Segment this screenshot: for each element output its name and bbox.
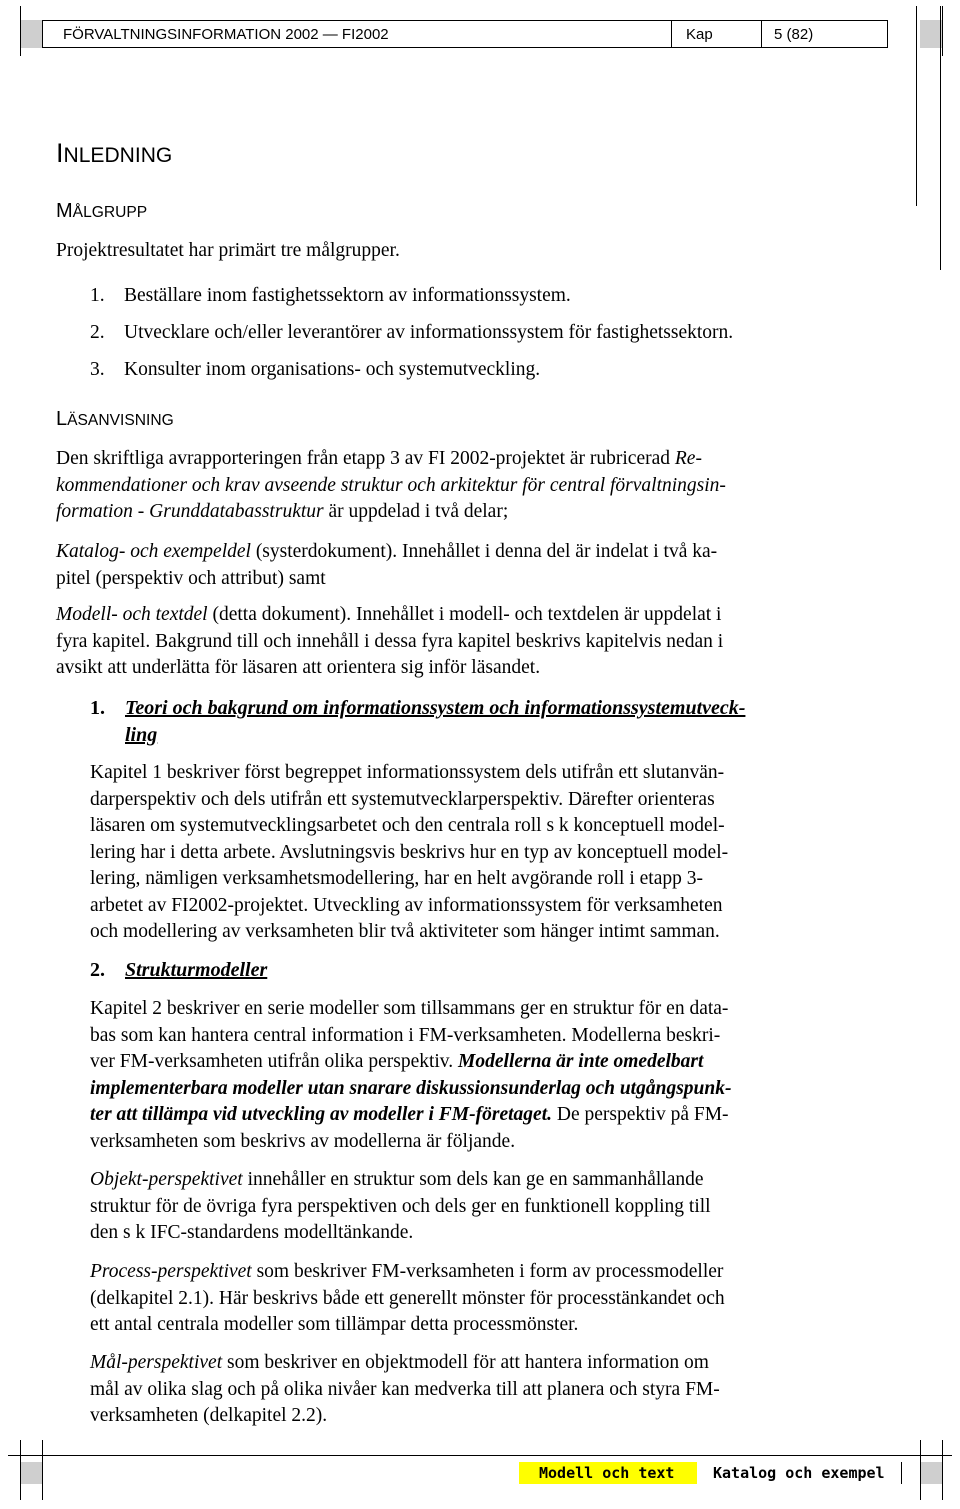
paragraph-line: mål av olika slag och på olika nivåer kan medverka till att planera och styra FM- [90,1378,720,1400]
paragraph-line [56,446,726,473]
list-item-number: 3. [90,359,105,380]
header-title-text: FÖRVALTNINGSINFORMATION 2002 — FI2002 [63,25,389,43]
text-span: (detta dokument). Innehållet i modell- och textdelen är uppdelat i [207,604,722,625]
header-right-bracket [916,6,917,206]
paragraph-line: och modellering av verksamheten blir två aktiviteter som hänger intimt samman. [90,921,720,942]
list-item-text: Beställare inom fastighetssektorn av informationssystem. [124,285,571,306]
paragraph-line [90,1350,720,1377]
paragraph-line: Kapitel 1 beskriver först begreppet informationssystem dels utifrån ett slutanvän- [90,762,725,783]
paragraph-line: verksamheten som beskrivs av modellerna är följande. [90,1130,516,1152]
chapter-1-heading-line [90,695,745,722]
chapter-1-body [90,760,728,946]
paragraph-line: pitel (perspektiv och attribut) samt [56,567,326,589]
chapter-1-heading-line [90,722,745,749]
list-item [90,351,733,388]
list-item [90,314,733,351]
paragraph-line: implementerbara modeller utan snarare diskussionsunderlag och utgångspunk- [90,1077,732,1099]
header-kap-text: Kap [686,25,713,43]
italic-span: Katalog- och exempeldel [56,541,251,562]
page-title [56,138,172,169]
paragraph-line [90,1167,711,1194]
header-page-number [762,20,888,48]
paragraph-line: verksamheten (delkapitel 2.2). [90,1405,328,1426]
header-kap [672,20,762,48]
malgrupp-list [90,277,733,388]
italic-span: Mål-perspektivet [90,1352,223,1373]
chapter-2-heading [90,957,267,984]
footer-tab-katalog-och-exempel[interactable] [697,1462,902,1484]
header-left-tick [20,6,21,56]
paragraph-line: Kapitel 2 beskriver en serie modeller som tillsammans ger en struktur för en data- [90,998,729,1019]
chapter-number: 2. [90,959,105,981]
paragraph-line: fyra kapitel. Bakgrund till och innehåll i dessa fyra kapitel beskrivs kapitelvis nedan i [56,630,724,652]
paragraph-line [56,539,717,566]
list-item-text: Konsulter inom organisations- och systemutveckling. [124,359,541,380]
paragraph-line: bas som kan hantera central information i FM-verksamheten. Modellerna beskri- [90,1024,721,1046]
footer-right-tick-2 [942,1440,943,1500]
lasanvisning-paragraph-3 [56,602,723,682]
footer-tab-label: Modell och text [539,1464,675,1482]
footer-rule [8,1455,952,1456]
italic-span: Modell- och textdel [56,604,208,625]
paragraph-line [56,602,723,629]
footer-left-gray [21,1462,42,1484]
list-item-number: 2. [90,322,105,343]
page-title-first: I [56,138,64,168]
paragraph-line: lering, nämligen verksamhetsmodellering, har en helt avgörande roll i etapp 3- [90,868,703,889]
heading-lasanvisning-first: L [56,408,68,430]
malgrupp-intro [56,238,400,265]
paragraph-line: (delkapitel 2.1). Här beskrivs både ett generellt mönster för processtänkandet och [90,1287,725,1309]
heading-malgrupp-first: M [56,200,73,222]
footer-right-gray [921,1462,942,1484]
paragraph-line: lering har i detta arbete. Avslutningsvis beskrivs hur en typ av konceptuell model- [90,841,729,863]
italic-span: formation - Grunddatabasstruktur [56,501,324,522]
header-right-gray [920,20,942,48]
paragraph-line: darperspektiv och dels utifrån ett systemutvecklarperspektiv. Därefter orienteras [90,788,715,810]
paragraph-line: avsikt att underlätta för läsaren att orientera sig inför läsandet. [56,657,541,678]
italic-span: Re- [674,448,702,469]
paragraph-line: struktur för de övriga fyra perspektiven och dels ger en funktionell koppling till [90,1195,711,1217]
malgrupp-intro-text: Projektresultatet har primärt tre målgrupper. [56,240,400,261]
list-item-number: 1. [90,285,105,306]
paragraph-line [56,499,726,526]
chapter-title: Teori och bakgrund om informationssystem och informationssystemutveck- [125,697,746,719]
italic-span: Process-perspektivet [90,1261,252,1282]
chapter-title: ling [125,723,158,746]
header-doc-title [42,20,672,48]
list-item-text: Utvecklare och/eller leverantörer av informationssystem för fastighetssektorn. [124,322,734,343]
text-span: är uppdelad i två delar; [323,501,509,522]
paragraph-line [90,1259,725,1286]
chapter-title: Strukturmodeller [125,959,268,981]
paragraph-line: ett antal centrala modeller som tillämpar detta processmönster. [90,1314,579,1335]
text-span: innehåller en struktur som dels kan ge en sammanhållande [242,1169,704,1190]
text-span: som beskriver FM-verksamheten i form av processmodeller [251,1261,724,1282]
process-perspektiv-paragraph [90,1259,725,1339]
footer-left-tick-2 [42,1440,43,1500]
heading-lasanvisning [56,408,174,431]
footer-tab-label: Katalog och exempel [713,1464,885,1482]
footer-tab-modell-och-text[interactable] [519,1462,697,1484]
paragraph-line: den s k IFC-standardens modelltänkande. [90,1222,414,1243]
heading-lasanvisning-rest: ÄSANVISNING [67,412,174,429]
heading-malgrupp [56,200,147,223]
objekt-perspektiv-paragraph [90,1167,711,1247]
margin-right-rule [940,6,941,270]
lasanvisning-paragraph-2 [56,539,717,592]
text-span: som beskriver en objektmodell för att hantera information om [222,1352,709,1373]
paragraph-line: arbetet av FI2002-projektet. Utveckling av informationssystem för verksamheten [90,894,723,916]
paragraph-line: kommendationer och krav avseende struktur och arkitektur för central förvaltningsin- [56,474,726,496]
bold-italic-span: ter att tillämpa vid utveckling av modeller i FM-företaget. [90,1104,552,1125]
paragraph-line: läsaren om systemutvecklingsarbetet och den centrala roll s k konceptuell model- [90,815,725,836]
text-span: Den skriftliga avrapporteringen från etapp 3 av FI 2002-projektet är rubricerad [56,448,675,469]
bold-italic-span: Modellerna är inte omedelbart [458,1051,704,1072]
header-page-text: 5 (82) [774,25,814,43]
header-left-gray [20,20,42,48]
paragraph-line [90,1102,731,1129]
chapter-1-heading [90,695,745,748]
chapter-2-body [90,996,731,1155]
text-span: ver FM-verksamheten utifrån olika perspektiv. [90,1051,459,1072]
header-right-tick [942,6,943,56]
page-title-rest: NLEDNING [63,144,173,167]
italic-span: Objekt-perspektivet [90,1169,243,1190]
heading-malgrupp-rest: ÅLGRUPP [72,204,148,221]
text-span: (systerdokument). Innehållet i denna del är indelat i två ka- [250,541,718,562]
lasanvisning-paragraph-1 [56,446,726,526]
text-span: De perspektiv på FM- [551,1104,729,1125]
mal-perspektiv-paragraph [90,1350,720,1430]
list-item [90,277,733,314]
paragraph-line [90,1049,731,1076]
chapter-number: 1. [90,697,105,719]
